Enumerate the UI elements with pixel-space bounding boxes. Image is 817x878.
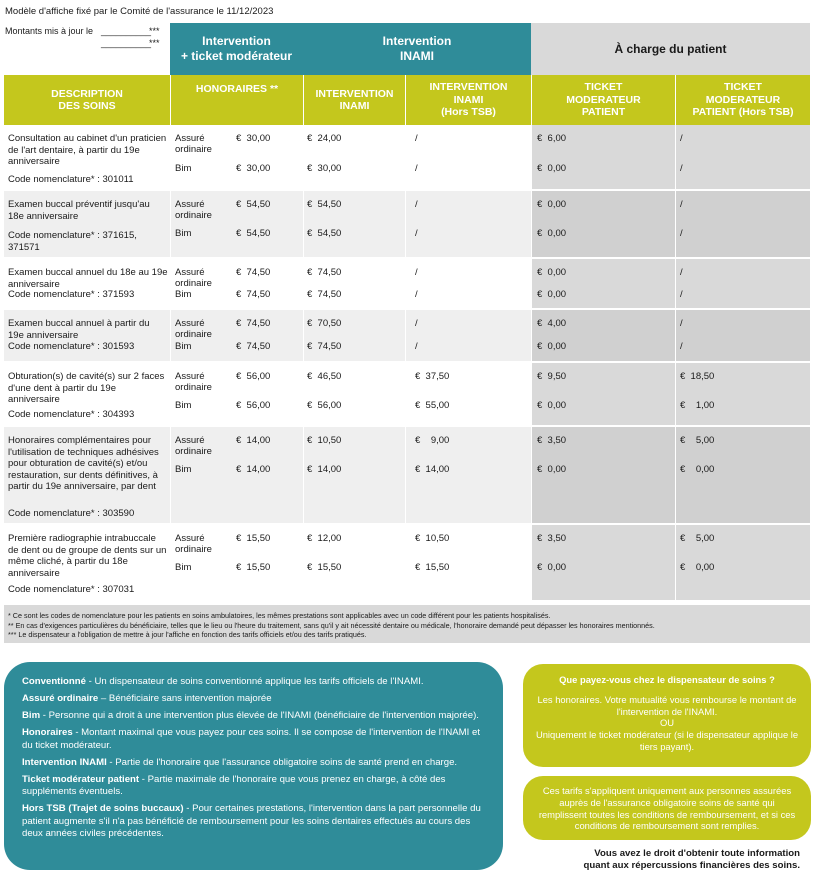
beneficiary-bim: Bim bbox=[175, 562, 192, 573]
col-honoraires: HONORAIRES ** bbox=[170, 75, 303, 125]
beneficiary-ordinaire: Assuré ordinaire bbox=[175, 133, 212, 156]
column-divider bbox=[531, 363, 532, 425]
stars-1: *** bbox=[149, 26, 160, 36]
value-inami: € 70,50 bbox=[307, 318, 342, 329]
value-inami: € 74,50 bbox=[307, 289, 342, 300]
row-description: Examen buccal annuel du 18e au 19e anniversaire bbox=[8, 267, 168, 290]
value-ticket-tsb: / bbox=[680, 341, 683, 352]
value-ticket-tsb: / bbox=[680, 133, 683, 144]
poster-model-note: Modèle d'affiche fixé par le Comité de l'assurance le 11/12/2023 bbox=[5, 6, 274, 17]
row-description: Examen buccal annuel à partir du 19e anniversaire bbox=[8, 318, 150, 341]
table-row bbox=[4, 125, 810, 191]
value-tsb: € 10,50 bbox=[415, 533, 450, 544]
table-row bbox=[4, 191, 810, 259]
beneficiary-bim: Bim bbox=[175, 464, 192, 475]
beneficiary-bim: Bim bbox=[175, 163, 192, 174]
value-ticket-tsb: € 5,00 bbox=[680, 533, 715, 544]
pay-option-ticket: Uniquement le ticket modérateur (si le dispensateur applique le tiers payant). bbox=[535, 729, 799, 752]
glossary-item: Conventionné - Un dispensateur de soins conventionné applique les tarifs officiels de l'INAMI. bbox=[22, 676, 424, 687]
column-divider bbox=[170, 259, 171, 308]
header-intervention-ticket: Intervention + ticket modérateur bbox=[170, 23, 303, 75]
patient-charge-bg bbox=[531, 191, 810, 257]
value-tsb: € 15,50 bbox=[415, 562, 450, 573]
column-divider bbox=[675, 427, 676, 523]
glossary-item: Intervention INAMI - Partie de l'honoraire que l'assurance obligatoire soins de santé prend en charge. bbox=[22, 756, 458, 768]
patient-charge-bg bbox=[531, 363, 810, 425]
column-divider bbox=[531, 310, 532, 361]
column-divider bbox=[675, 191, 676, 257]
pay-option-honoraires: Les honoraires. Votre mutualité vous rembourse le montant de l'intervention de l'INAMI. bbox=[537, 693, 797, 717]
value-inami: € 24,00 bbox=[307, 133, 342, 144]
row-nomenclature-code: Code nomenclature* : 303590 bbox=[8, 508, 135, 519]
footnote-2: ** En cas d'exigences particulières du bénéficiaire, telles que le lieu ou l'heure du traitement, sans qu'il y ait nécessité dentaire ou médicale, l'honoraire demandé peut dépasser les honoraires mentionnés. bbox=[8, 620, 655, 630]
column-divider bbox=[531, 427, 532, 523]
value-hon: € 74,50 bbox=[236, 289, 271, 300]
value-tsb: / bbox=[415, 199, 418, 210]
value-ticket: € 9,50 bbox=[537, 371, 567, 382]
value-ticket: € 0,00 bbox=[537, 464, 567, 475]
beneficiary-ordinaire: Assuré ordinaire bbox=[175, 435, 212, 458]
value-tsb: € 55,00 bbox=[415, 400, 450, 411]
value-inami: € 54,50 bbox=[307, 199, 342, 210]
value-hon: € 74,50 bbox=[236, 267, 271, 278]
value-inami: € 56,00 bbox=[307, 400, 342, 411]
value-ticket-tsb: / bbox=[680, 199, 683, 210]
beneficiary-ordinaire: Assuré ordinaire bbox=[175, 318, 212, 341]
value-tsb: / bbox=[415, 133, 418, 144]
column-divider bbox=[170, 310, 171, 361]
table-row bbox=[4, 259, 810, 310]
column-divider bbox=[405, 427, 406, 523]
table-row bbox=[4, 363, 810, 427]
header-patient-charge: À charge du patient bbox=[531, 23, 810, 75]
value-inami: € 74,50 bbox=[307, 267, 342, 278]
glossary-item: Bim - Personne qui a droit à une intervention plus élevée de l'INAMI (bénéficiaire de l'intervention majorée). bbox=[22, 710, 479, 722]
column-divider bbox=[405, 363, 406, 425]
value-hon: € 14,00 bbox=[236, 435, 271, 446]
amounts-updated-label: Montants mis à jour le bbox=[5, 26, 94, 36]
amounts-updated-block bbox=[5, 26, 170, 48]
value-ticket-tsb: / bbox=[680, 289, 683, 300]
patient-charge-bg bbox=[531, 310, 810, 361]
value-inami: € 46,50 bbox=[307, 371, 342, 382]
value-hon: € 56,00 bbox=[236, 400, 271, 411]
column-divider bbox=[303, 125, 304, 189]
value-tsb: € 37,50 bbox=[415, 371, 450, 382]
beneficiary-ordinaire: Assuré ordinaire bbox=[175, 533, 212, 556]
value-ticket-tsb: / bbox=[680, 228, 683, 239]
value-hon: € 30,00 bbox=[236, 163, 271, 174]
value-tsb: / bbox=[415, 318, 418, 329]
value-ticket: € 3,50 bbox=[537, 533, 567, 544]
value-hon: € 15,50 bbox=[236, 533, 271, 544]
value-ticket: € 3,50 bbox=[537, 435, 567, 446]
column-divider bbox=[405, 191, 406, 257]
table-row bbox=[4, 310, 810, 363]
value-hon: € 15,50 bbox=[236, 562, 271, 573]
glossary-item: Hors TSB (Trajet de soins buccaux) - Pour certaines prestations, l'intervention dans la part personnelle du patient augmente s'il n'a pas bénéficié de remboursement pour les soins dentaires effectués au cours des deux années civiles précédentes. bbox=[22, 803, 481, 840]
what-do-you-pay-title: Que payez-vous chez le dispensateur de soins ? bbox=[559, 674, 775, 685]
column-divider bbox=[531, 191, 532, 257]
column-divider bbox=[675, 259, 676, 308]
value-tsb: / bbox=[415, 163, 418, 174]
pay-option-or: OU bbox=[659, 717, 675, 729]
value-ticket: € 0,00 bbox=[537, 400, 567, 411]
glossary-item: Honoraires - Montant maximal que vous payez pour ces soins. Il se compose de l'intervention de l'INAMI et du ticket modérateur. bbox=[22, 727, 480, 751]
column-divider bbox=[675, 363, 676, 425]
value-hon: € 56,00 bbox=[236, 371, 271, 382]
footnote-3: *** Le dispensateur a l'obligation de mettre à jour l'affiche en fonction des tarifs officiels et/ou des tarifs pratiqués. bbox=[8, 630, 367, 640]
amounts-date-blanks bbox=[101, 26, 151, 50]
date-blank-2: __________ bbox=[101, 37, 152, 48]
patient-charge-bg bbox=[531, 259, 810, 308]
value-tsb: / bbox=[415, 228, 418, 239]
value-inami: € 14,00 bbox=[307, 464, 342, 475]
value-ticket: € 4,00 bbox=[537, 318, 567, 329]
table-row bbox=[4, 525, 810, 602]
column-divider bbox=[170, 125, 171, 189]
col-ticket-moderateur: TICKET MODERATEUR PATIENT bbox=[531, 75, 675, 125]
column-divider bbox=[405, 259, 406, 308]
value-ticket-tsb: / bbox=[680, 318, 683, 329]
value-ticket: € 0,00 bbox=[537, 289, 567, 300]
beneficiary-bim: Bim bbox=[175, 400, 192, 411]
stars-2: *** bbox=[149, 37, 160, 48]
value-tsb: € 9,00 bbox=[415, 435, 450, 446]
column-divider bbox=[405, 525, 406, 600]
financial-info-note: Vous avez le droit d'obtenir toute information quant aux répercussions financières des soins. bbox=[583, 848, 800, 872]
row-description: Obturation(s) de cavité(s) sur 2 faces d'une dent à partir du 19e anniversaire bbox=[8, 371, 165, 406]
row-nomenclature-code: Code nomenclature* : 371593 bbox=[8, 289, 135, 300]
value-ticket-tsb: € 5,00 bbox=[680, 435, 715, 446]
value-tsb: / bbox=[415, 267, 418, 278]
value-inami: € 15,50 bbox=[307, 562, 342, 573]
row-nomenclature-code: Code nomenclature* : 301593 bbox=[8, 341, 135, 352]
column-divider bbox=[531, 125, 532, 189]
value-ticket: € 0,00 bbox=[537, 341, 567, 352]
column-divider bbox=[675, 525, 676, 600]
column-divider bbox=[303, 259, 304, 308]
value-hon: € 74,50 bbox=[236, 318, 271, 329]
row-nomenclature-code: Code nomenclature* : 307031 bbox=[8, 584, 135, 595]
value-inami: € 30,00 bbox=[307, 163, 342, 174]
row-nomenclature-code: Code nomenclature* : 371615, 371571 bbox=[8, 230, 137, 253]
glossary-item: Assuré ordinaire – Bénéficiaire sans intervention majorée bbox=[22, 693, 272, 705]
glossary-box bbox=[4, 662, 503, 870]
beneficiary-ordinaire: Assuré ordinaire bbox=[175, 267, 212, 290]
value-hon: € 54,50 bbox=[236, 228, 271, 239]
tariff-table bbox=[4, 125, 810, 602]
value-ticket: € 0,00 bbox=[537, 199, 567, 210]
table-row bbox=[4, 427, 810, 525]
value-ticket-tsb: / bbox=[680, 267, 683, 278]
footnotes bbox=[4, 605, 810, 643]
column-divider bbox=[675, 125, 676, 189]
col-description: DESCRIPTION DES SOINS bbox=[4, 75, 170, 125]
column-divider bbox=[303, 363, 304, 425]
column-divider bbox=[405, 310, 406, 361]
col-ticket-moderateur-tsb: TICKET MODERATEUR PATIENT (Hors TSB) bbox=[675, 75, 810, 125]
value-ticket-tsb: / bbox=[680, 163, 683, 174]
column-divider bbox=[170, 427, 171, 523]
value-ticket-tsb: € 18,50 bbox=[680, 371, 715, 382]
value-inami: € 54,50 bbox=[307, 228, 342, 239]
value-hon: € 30,00 bbox=[236, 133, 271, 144]
value-inami: € 74,50 bbox=[307, 341, 342, 352]
patient-charge-bg bbox=[531, 125, 810, 189]
beneficiary-ordinaire: Assuré ordinaire bbox=[175, 199, 212, 222]
value-tsb: / bbox=[415, 341, 418, 352]
amounts-stars bbox=[149, 26, 160, 50]
value-tsb: / bbox=[415, 289, 418, 300]
column-divider bbox=[405, 125, 406, 189]
row-nomenclature-code: Code nomenclature* : 301011 bbox=[8, 174, 134, 185]
glossary-item: Ticket modérateur patient - Partie maximale de l'honoraire que vous prenez en charge, à côté des suppléments éventuels. bbox=[22, 773, 446, 798]
column-divider bbox=[170, 191, 171, 257]
column-divider bbox=[531, 259, 532, 308]
tarifs-conditions-box: Ces tarifs s'appliquent uniquement aux personnes assurées auprès de l'assurance obligatoire soins de santé qui remplissent toutes les conditions de remboursement, et si ces conditions de remboursement sont remplies. bbox=[523, 776, 811, 840]
column-divider bbox=[531, 525, 532, 600]
column-divider bbox=[170, 363, 171, 425]
column-divider bbox=[303, 310, 304, 361]
value-inami: € 12,00 bbox=[307, 533, 342, 544]
col-intervention-inami-tsb: INTERVENTION INAMI (Hors TSB) bbox=[405, 75, 531, 125]
column-divider bbox=[303, 525, 304, 600]
row-description: Première radiographie intrabuccale de dent ou de groupe de dents sur un même cliché, à partir du 18e anniversaire bbox=[8, 533, 167, 579]
row-description: Examen buccal préventif jusqu'au 18e anniversaire bbox=[8, 199, 150, 222]
value-ticket: € 0,00 bbox=[537, 562, 567, 573]
value-ticket: € 0,00 bbox=[537, 228, 567, 239]
value-ticket: € 0,00 bbox=[537, 267, 567, 278]
col-intervention-inami: INTERVENTION INAMI bbox=[303, 75, 405, 125]
patient-charge-bg bbox=[531, 427, 810, 523]
value-ticket-tsb: € 0,00 bbox=[680, 464, 715, 475]
header-intervention-inami: Intervention INAMI bbox=[303, 23, 531, 75]
row-description: Consultation au cabinet d'un praticien de l'art dentaire, à partir du 19e anniversaire bbox=[8, 133, 167, 168]
patient-charge-bg bbox=[531, 525, 810, 600]
value-ticket-tsb: € 1,00 bbox=[680, 400, 715, 411]
column-divider bbox=[303, 427, 304, 523]
value-ticket-tsb: € 0,00 bbox=[680, 562, 715, 573]
beneficiary-bim: Bim bbox=[175, 341, 192, 352]
what-do-you-pay-box bbox=[523, 664, 811, 767]
beneficiary-ordinaire: Assuré ordinaire bbox=[175, 371, 212, 394]
value-ticket: € 6,00 bbox=[537, 133, 567, 144]
column-divider bbox=[170, 525, 171, 600]
value-inami: € 10,50 bbox=[307, 435, 342, 446]
date-blank-1: __________ bbox=[101, 26, 152, 36]
value-hon: € 74,50 bbox=[236, 341, 271, 352]
value-tsb: € 14,00 bbox=[415, 464, 450, 475]
column-divider bbox=[675, 310, 676, 361]
row-nomenclature-code: Code nomenclature* : 304393 bbox=[8, 409, 135, 420]
value-hon: € 14,00 bbox=[236, 464, 271, 475]
footnote-1: * Ce sont les codes de nomenclature pour les patients en soins ambulatoires, les mêmes prestations sont applicables avec un code différent pour les patients hospitalisés. bbox=[8, 611, 551, 620]
beneficiary-bim: Bim bbox=[175, 289, 192, 300]
value-hon: € 54,50 bbox=[236, 199, 271, 210]
beneficiary-bim: Bim bbox=[175, 228, 192, 239]
value-ticket: € 0,00 bbox=[537, 163, 567, 174]
row-description: Honoraires complémentaires pour l'utilisation de techniques adhésives pour obturation de cavité(s) et/ou restauration, sur dents définitives, à partir du 19e anniversaire, par dent bbox=[8, 435, 159, 493]
column-divider bbox=[303, 191, 304, 257]
